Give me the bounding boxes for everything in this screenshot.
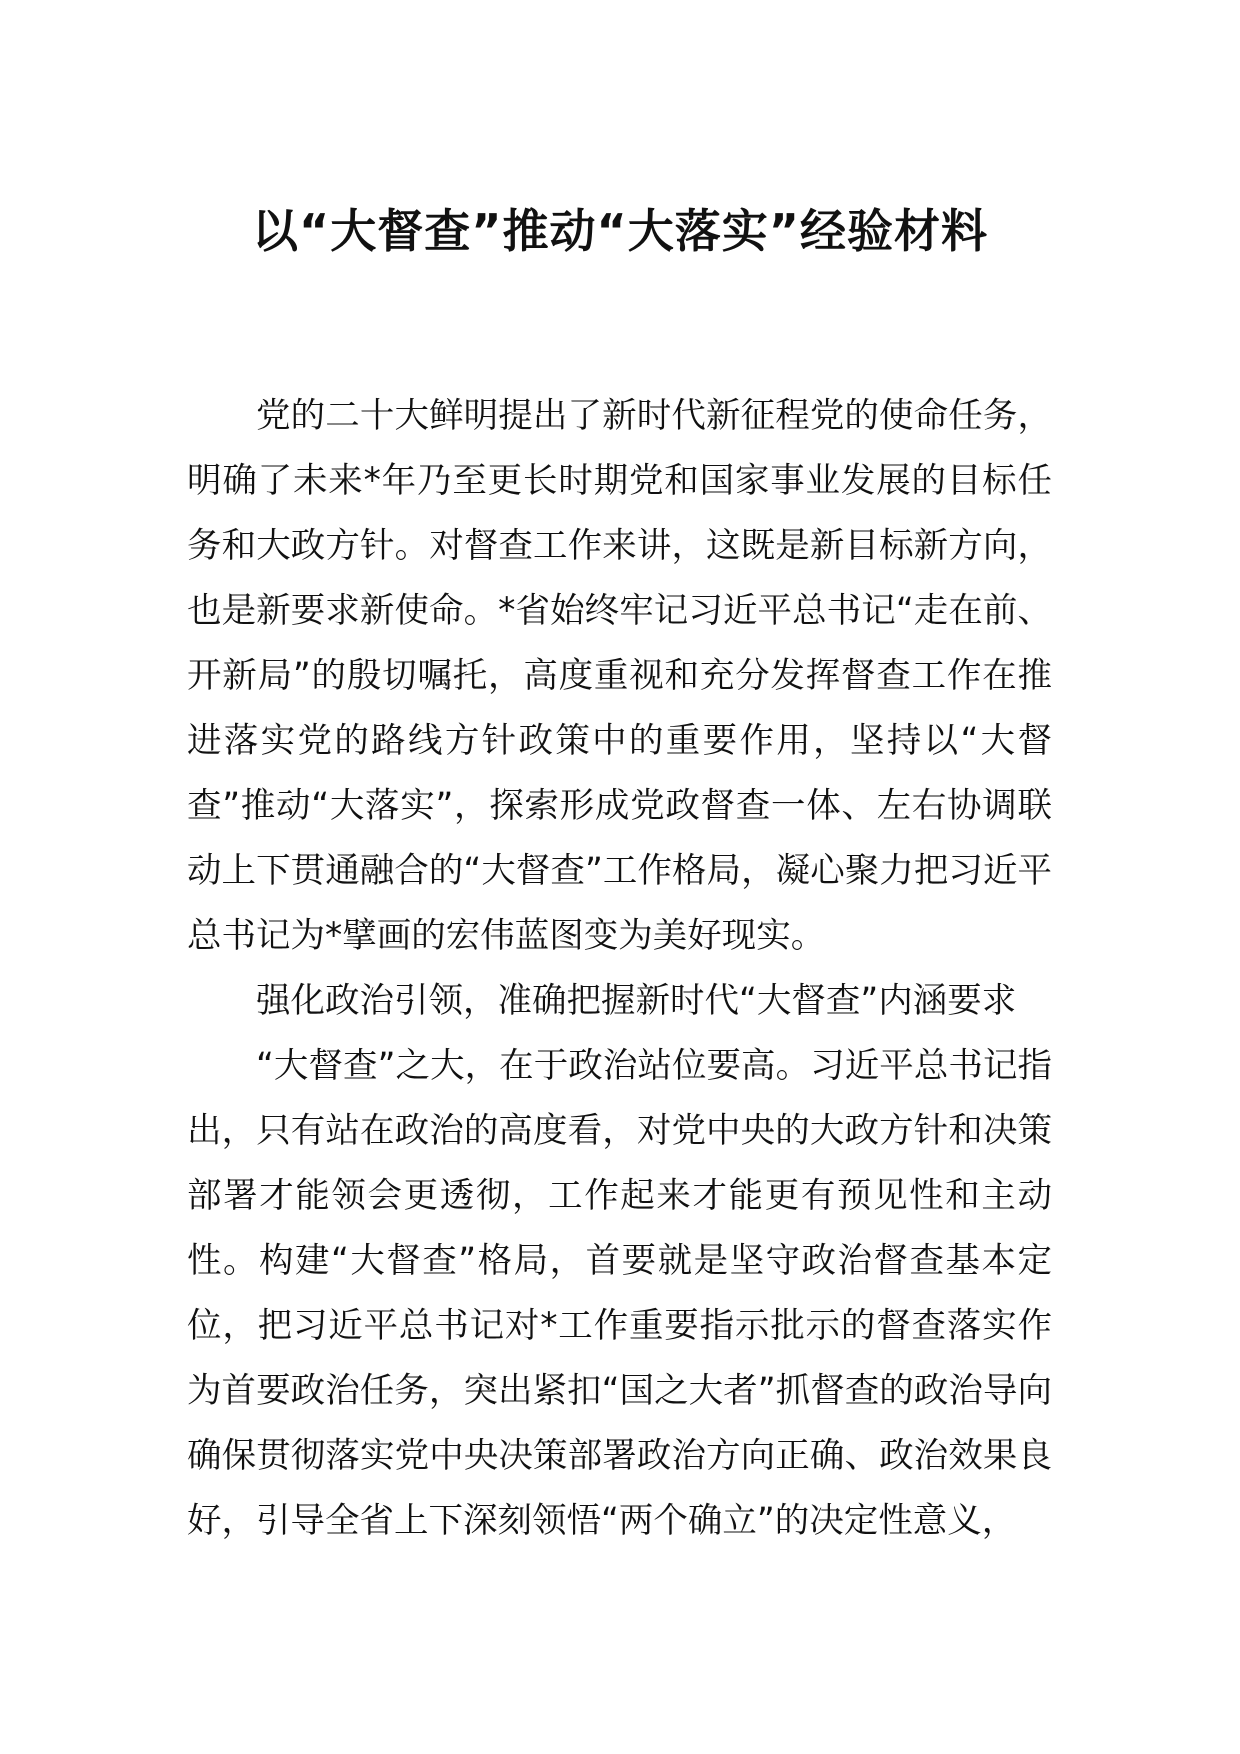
document-body <box>187 384 1052 1554</box>
section-paragraph: “大督查”之大，在于政治站位要高。习近平总书记指出，只有站在政治的高度看，对党中央的大政方针和决策部署才能领会更透彻，工作起来才能更有预见性和主动性。构建“大督查”格局，首要就是坚守政治督查基本定位，把习近平总书记对*工作重要指示批示的督查落实作为首要政治任务，突出紧扣“国之大者”抓督查的政治导向确保贯彻落实党中央决策部署政治方向正确、政治效果良好，引导全省上下深刻领悟“两个确立”的决定性意义， <box>187 1046 1052 1541</box>
intro-paragraph: 党的二十大鲜明提出了新时代新征程党的使命任务，明确了未来*年乃至更长时期党和国家事业发展的目标任务和大政方针。对督查工作来讲，这既是新目标新方向，也是新要求新使命。*省始终牢记习近平总书记“走在前、开新局”的殷切嘱托，高度重视和充分发挥督查工作在推进落实党的路线方针政策中的重要作用，坚持以“大督查”推动“大落实”，探索形成党政督查一体、左右协调联动上下贯通融合的“大督查”工作格局，凝心聚力把习近平总书记为*擘画的宏伟蓝图变为美好现实。 <box>187 396 1052 956</box>
section-heading: 强化政治引领，准确把握新时代“大督查”内涵要求 <box>256 981 1017 1021</box>
document-title: 以“大督查”推动“大落实”经验材料 <box>252 204 988 258</box>
